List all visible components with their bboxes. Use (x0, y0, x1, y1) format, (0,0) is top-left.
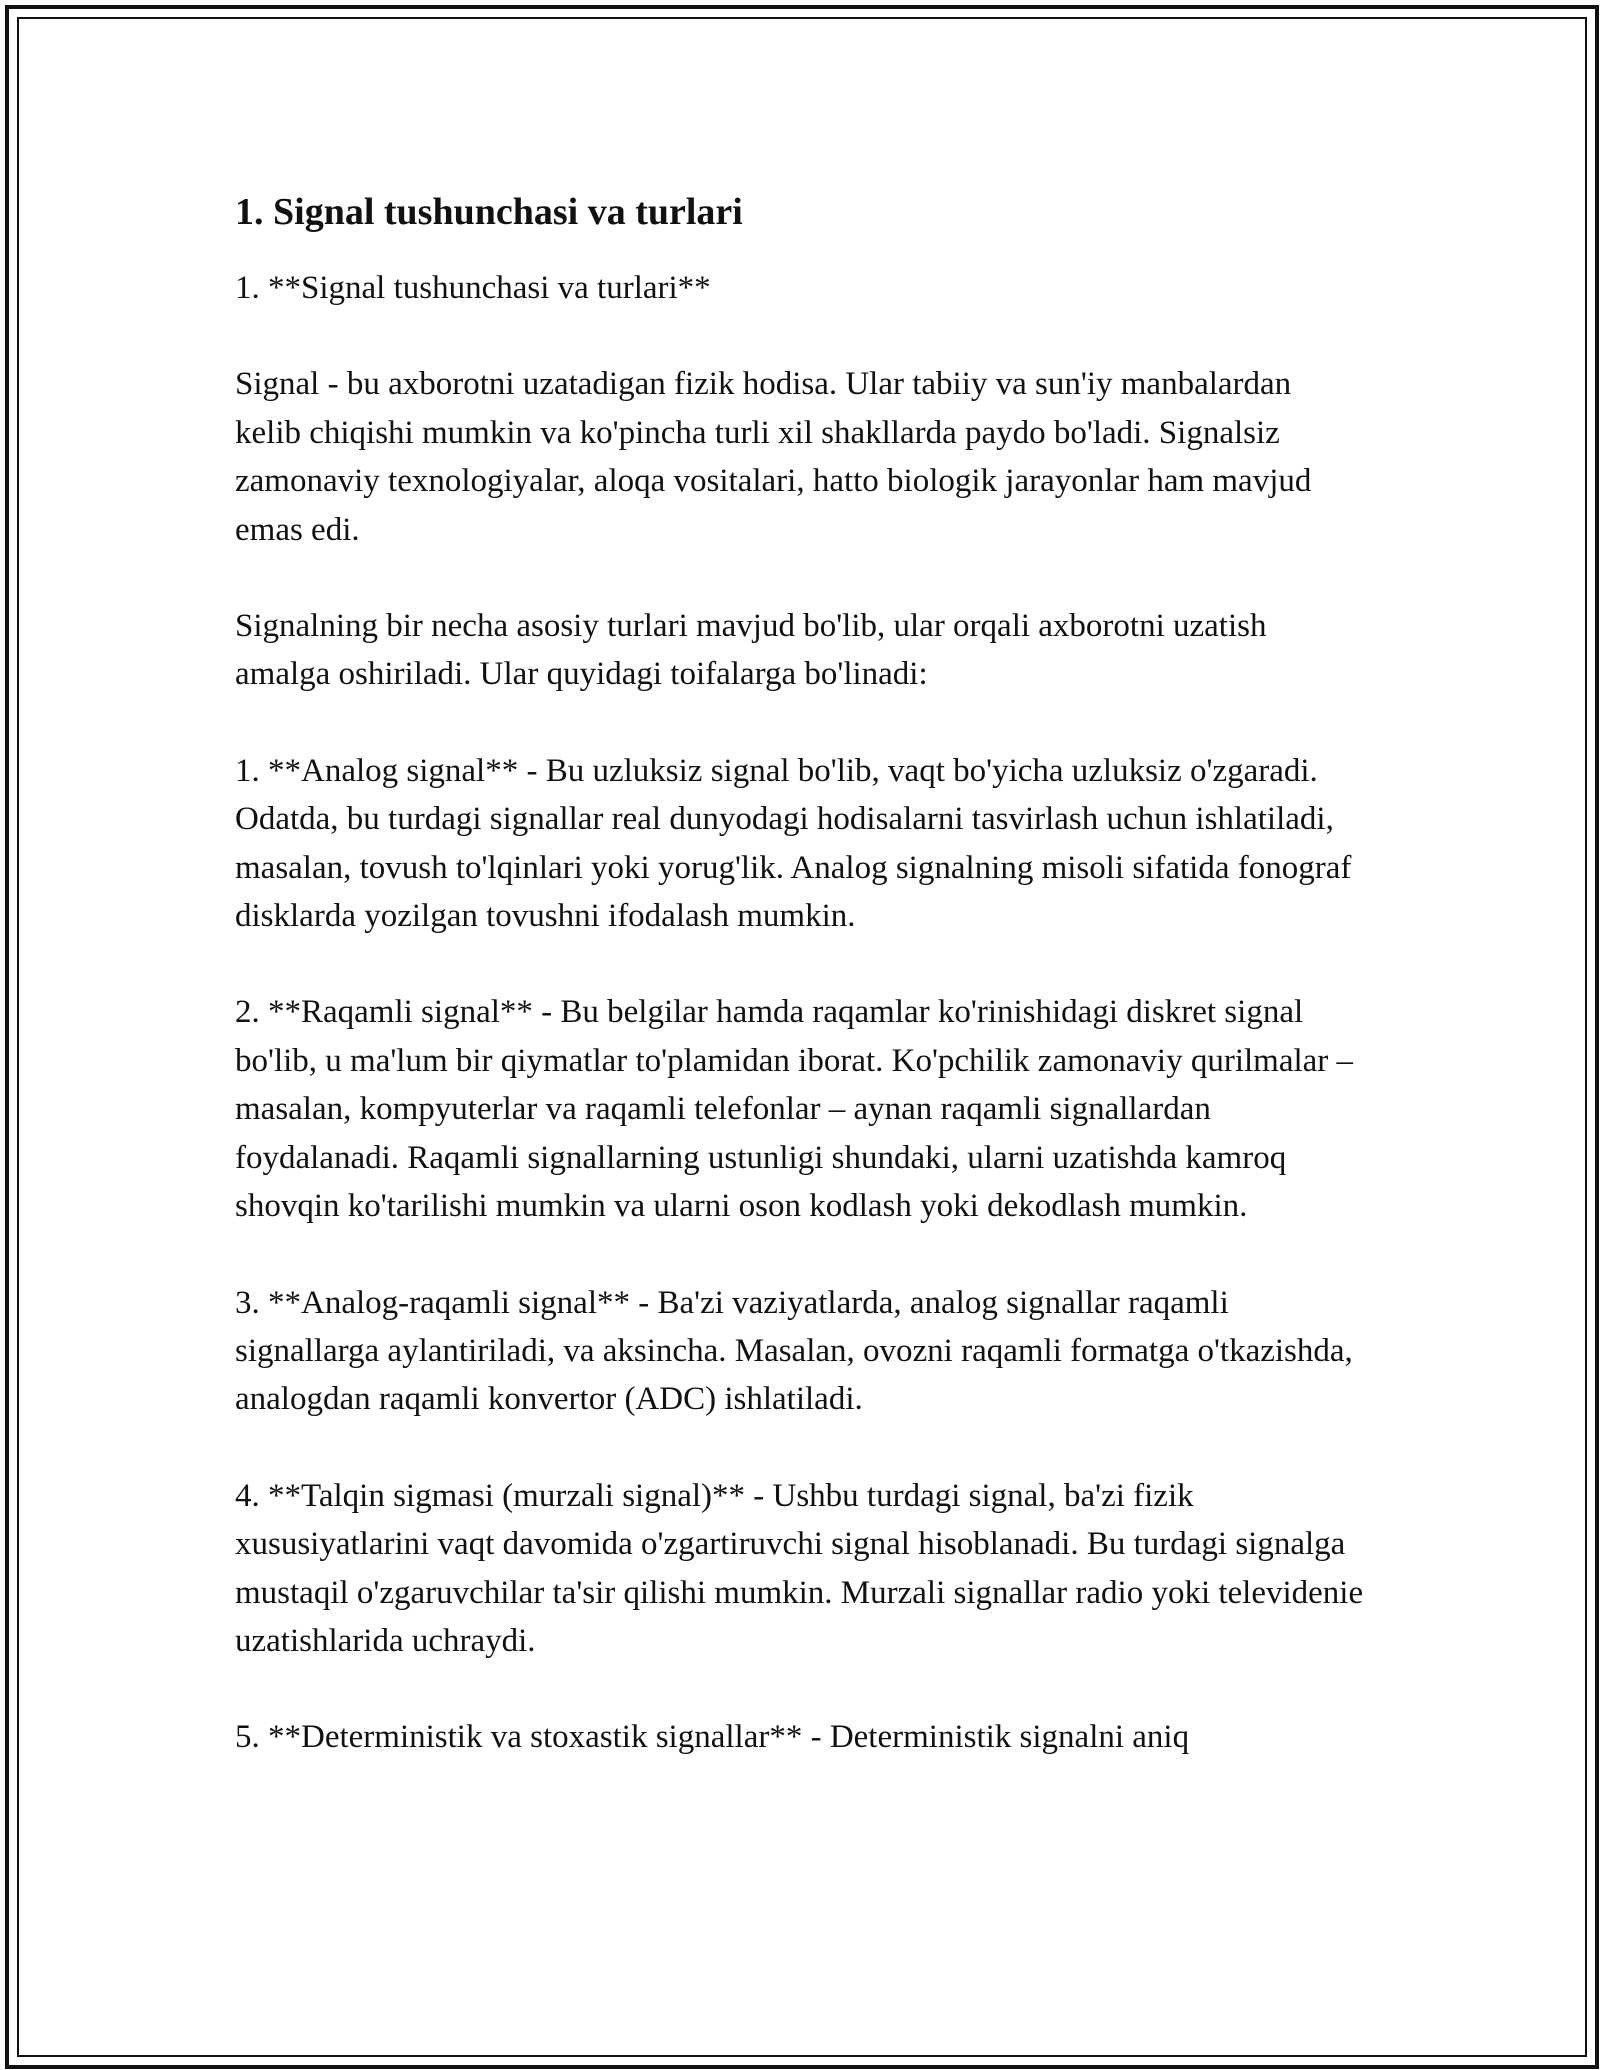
paragraph-analog-signal: 1. **Analog signal** - Bu uzluksiz signal bo'lib, vaqt bo'yicha uzluksiz o'zgaradi. Odatda, bu turdagi signallar real dunyodagi hodisalarni tasvirlash uchun ishlatiladi, masalan, tovush to'lqinlari yoki yorug'lik. Analog signalning misoli sifatida fonograf disklarda yozilgan tovushni ifodalash mumkin. (235, 752, 1352, 935)
paragraph-deterministic-stochastic: 5. **Deterministik va stoxastik signallar** - Deterministik signalni aniq (235, 1719, 1190, 1756)
document-title: 1. Signal tushunchasi va turlari (235, 191, 743, 233)
paragraph-analog-digital-signal: 3. **Analog-raqamli signal** - Ba'zi vaziyatlarda, analog signallar raqamli signallarga aylantiriladi, va aksincha. Masalan, ovozni raqamli formatga o'tkazishda, analogdan raqamli konvertor (ADC) ishlatiladi. (235, 1284, 1353, 1418)
paragraph-heading-repeat: 1. **Signal tushunchasi va turlari** (235, 270, 711, 306)
paragraph-signal-types-intro: Signalning bir necha asosiy turlari mavjud bo'lib, ular orqali axborotni uzatish amalga oshiriladi. Ular quyidagi toifalarga bo'linadi: (235, 608, 1267, 693)
paragraph-modulated-signal: 4. **Talqin sigmasi (murzali signal)** - Ushbu turdagi signal, ba'zi fizik xususiyatlarini vaqt davomida o'zgartiruvchi signal hisoblanadi. Bu turdagi signalga mustaqil o'zgaruvchilar ta'sir qilishi mumkin. Murzali signallar radio yoki televidenie uzatishlarida uchraydi. (235, 1477, 1364, 1659)
paragraph-digital-signal: 2. **Raqamli signal** - Bu belgilar hamda raqamlar ko'rinishidagi diskret signal bo'lib, u ma'lum bir qiymatlar to'plamidan iborat. Ko'pchilik zamonaviy qurilmalar – masalan, kompyuterlar va raqamli telefonlar – aynan raqamli signallardan foydalanadi. Raqamli signallarning ustunligi shundaki, ularni uzatishda kamroq shovqin ko'tarilishi mumkin va ularni oson kodlash yoki dekodlash mumkin. (235, 994, 1354, 1225)
document-body (235, 186, 1365, 1810)
paragraph-signal-definition: Signal - bu axborotni uzatadigan fizik hodisa. Ular tabiiy va sun'iy manbalardan kelib chiqishi mumkin va ko'pincha turli xil shakllarda paydo bo'ladi. Signalsiz zamonaviy texnologiyalar, aloqa vositalari, hatto biologik jarayonlar ham mavjud emas edi. (235, 366, 1312, 548)
